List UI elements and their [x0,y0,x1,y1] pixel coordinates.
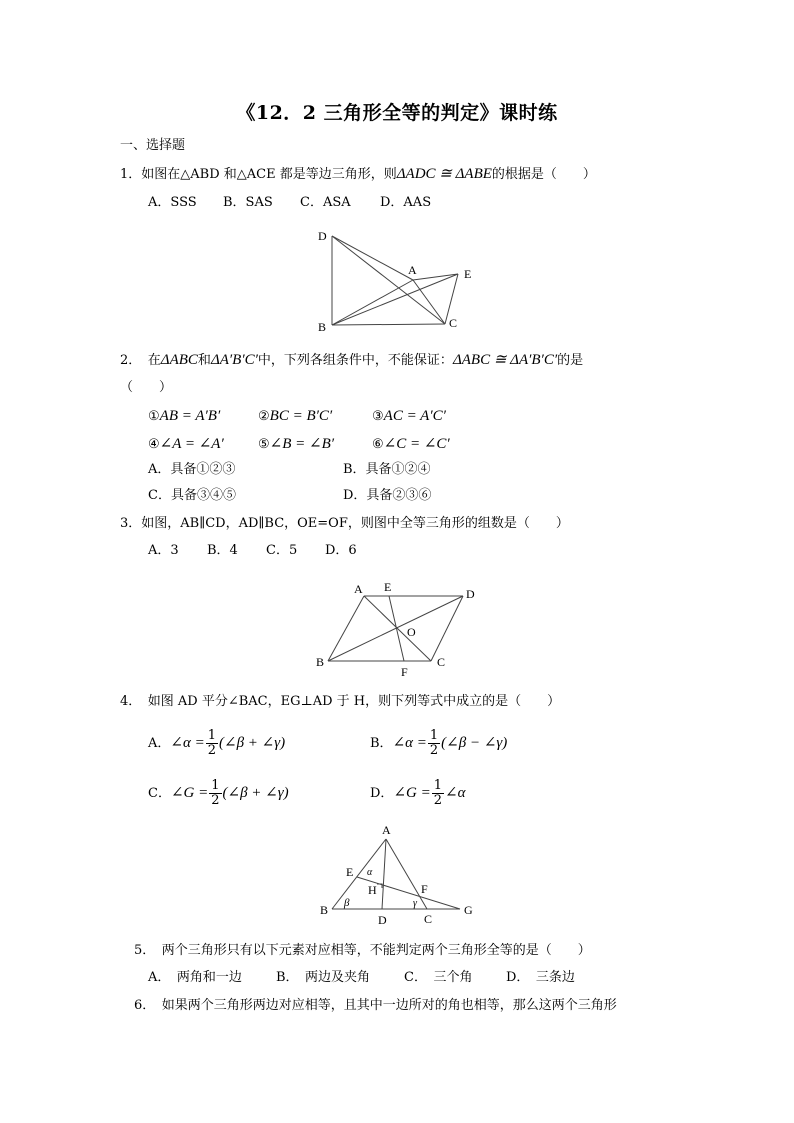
q4-label-c: C [424,912,433,926]
q4-seg-ab [332,839,386,909]
q1-relation: ΔADC ≅ ΔABE [396,166,492,182]
q1-stem-tail: 的根据是（ ） [491,167,596,182]
q3-seg-ef [389,596,404,661]
q4-c-lhs: ∠G = [170,785,209,801]
q4-label-beta: β [344,897,350,909]
q1-label-c: C [449,316,458,330]
q4-b-rhs: (∠β − ∠γ) [441,735,508,751]
q1-figure [310,225,485,335]
q3-option-d: D．6 [325,543,357,558]
q3-label-d: D [466,587,475,601]
q2-condition-5 [258,436,334,453]
q2-c4: ∠A = ∠A′ [159,436,224,452]
q1-seg-dc [332,236,445,324]
q1-option-c: C．ASA [300,195,351,210]
q4-a-label: A． [148,736,171,751]
q2-tri2: ΔA′B′C′ [210,352,258,368]
q1-option-d: D．AAS [380,195,432,210]
q2-c2: BC = B′C′ [269,408,333,424]
q2-stem-b: 中，下列各组条件中，不能保证： [257,353,453,368]
q2-condition-4 [148,436,224,453]
q2-condition-2 [258,408,332,425]
q5-option-d: D． 三条边 [506,970,575,985]
q4-d-label: D． [370,786,394,801]
q4-seg-ad [382,839,386,909]
q1-option-b: B．SAS [223,195,273,210]
q5-option-a: A． 两角和一边 [148,970,242,985]
q3-seg-cd [431,596,463,661]
q2-and: 和 [197,353,211,368]
q2-c4-mark: ④ [148,437,160,452]
q2-c5: ∠B = ∠B′ [269,436,335,452]
q3-label-a: A [354,582,363,596]
question-5-stem: 5． 两个三角形只有以下元素对应相等，不能判定两个三角形全等的是（ ） [134,943,591,958]
q4-label-a: A [382,823,391,837]
q4-c-den: 2 [211,793,220,808]
q2-c1-mark: ① [148,409,160,424]
q2-stem-c: 的是 [557,353,584,368]
q4-label-d: D [378,913,387,927]
q5-option-c: C． 三个角 [404,970,473,985]
q3-figure [310,575,485,680]
q4-d-num: 1 [433,778,442,793]
q5-option-b: B． 两边及夹角 [276,970,371,985]
q4-label-e: E [346,865,354,879]
q2-condition-3 [372,408,446,425]
q1-seg-ac [413,280,445,324]
q4-label-gamma: γ [413,898,417,909]
q3-option-b: B．4 [207,543,238,558]
q4-d-den: 2 [433,793,442,808]
q4-label-alpha: α [367,867,373,878]
q2-option-d: D．具备②③⑥ [343,488,432,503]
q4-label-g: G [464,903,473,917]
q3-option-c: C．5 [266,543,298,558]
q2-c1: AB = A′B′ [159,408,221,424]
q1-seg-ba [332,280,413,325]
q4-label-h: H [368,883,377,897]
question-3-stem: 3．如图，AB∥CD，AD∥BC，OE=OF，则图中全等三角形的组数是（ ） [120,516,569,531]
q2-c3: AC = A′C′ [383,408,446,424]
q1-label-b: B [318,320,327,334]
q2-option-b: B．具备①②④ [343,462,431,477]
q2-stem-a: 2． 在 [120,353,161,368]
q4-a-fraction [206,729,218,758]
q3-seg-ac [364,596,431,661]
q4-b-den: 2 [429,743,439,758]
q4-option-d [370,776,465,811]
question-6-stem: 6． 如果两个三角形两边对应相等，且其中一边所对的角也相等，那么这两个三角形 [134,998,617,1013]
q4-d-lhs: ∠G = [393,785,431,801]
q2-c2-mark: ② [258,409,270,424]
q4-c-label: C． [148,786,171,801]
q4-option-a [148,726,285,761]
q3-label-c: C [437,655,446,669]
q4-c-rhs: (∠β + ∠γ) [222,785,289,801]
page-title: 《12．2 三角形全等的判定》课时练 [236,102,558,124]
q2-condition-6 [372,436,450,453]
q4-a-rhs: (∠β + ∠γ) [219,735,286,751]
q4-d-rhs: ∠α [445,785,466,801]
q4-figure [310,822,485,930]
q2-option-a: A．具备①②③ [148,462,236,477]
q4-option-c [148,776,289,811]
q4-a-num: 1 [207,728,216,743]
q4-b-fraction [428,729,440,758]
section-heading: 一、选择题 [120,138,186,153]
q3-label-e: E [384,580,392,594]
q3-label-f: F [401,665,408,679]
q4-c-fraction [209,779,221,808]
q3-seg-bd [328,596,463,661]
q2-paren: （ ） [120,380,173,395]
q1-seg-da [332,236,413,280]
q3-label-b: B [316,655,325,669]
q4-option-b [370,726,507,761]
q2-c5-mark: ⑤ [258,437,270,452]
q1-seg-be [332,274,458,325]
question-4-stem: 4． 如图 AD 平分∠BAC，EG⊥AD 于 H，则下列等式中成立的是（ ） [120,694,561,709]
q2-condition-1 [148,408,220,425]
q4-seg-ac [386,839,427,909]
q1-label-a: A [408,263,417,277]
q2-c6: ∠C = ∠C′ [383,436,450,452]
q4-b-num: 1 [429,728,439,743]
q1-option-a: A．SSS [148,195,197,210]
question-1-stem [120,166,596,183]
q1-label-e: E [464,267,472,281]
q2-c3-mark: ③ [372,409,384,424]
q4-c-num: 1 [211,778,220,793]
question-2-stem [120,352,583,369]
q4-b-lhs: ∠α = [392,735,427,751]
q3-label-o: O [407,625,416,639]
q2-tri1: ΔABC [160,352,198,368]
q4-a-den: 2 [207,743,216,758]
q2-option-c: C．具备③④⑤ [148,488,236,503]
q1-label-d: D [318,229,327,243]
q1-stem-text: 1．如图在△ABD 和△ACE 都是等边三角形，则 [120,167,397,182]
q3-option-a: A．3 [148,543,179,558]
q4-a-lhs: ∠α = [170,735,205,751]
q4-label-f: F [421,882,428,896]
q2-relation: ΔABC ≅ ΔA′B′C′ [452,352,558,368]
q3-seg-ab [328,596,364,661]
q4-label-b: B [320,903,329,917]
q2-c6-mark: ⑥ [372,437,384,452]
q4-b-label: B． [370,736,393,751]
q4-d-fraction [432,779,444,808]
q1-seg-bc [332,324,445,325]
